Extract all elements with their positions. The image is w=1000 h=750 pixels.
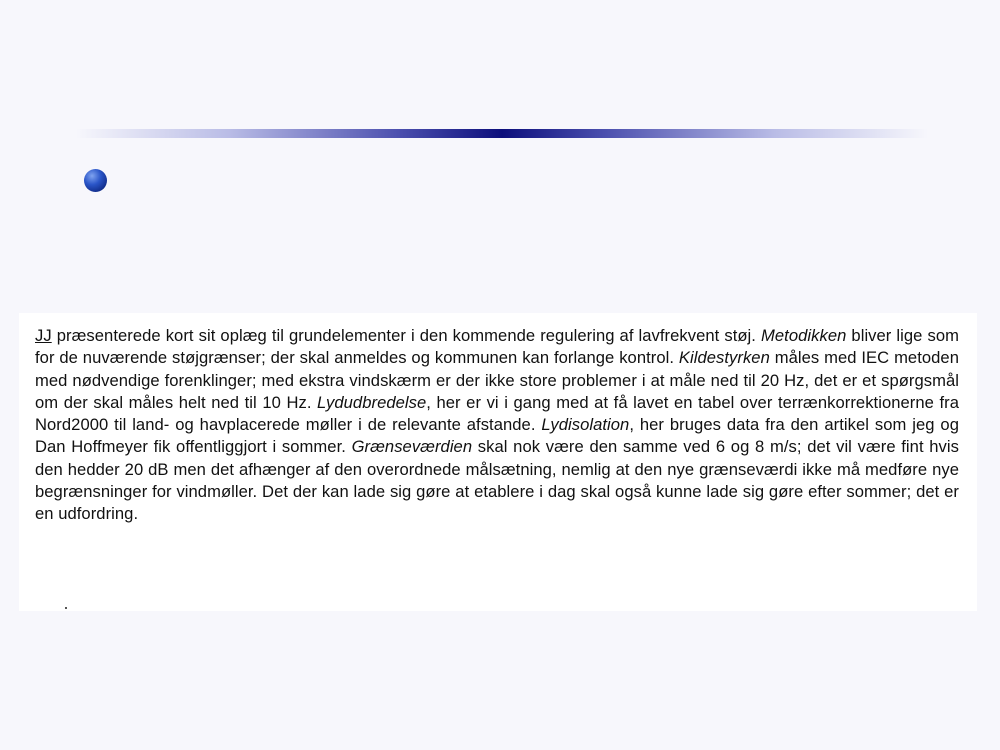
- excerpt-text-run: , her er vi i gang med at få lavet en tabel over terrænkorrektionerne fra Nord2000 til land- og havplacerede møller i de relevante afstande.: [35, 392, 959, 435]
- excerpt-keyword-metodikken: Metodikken: [761, 326, 847, 345]
- excerpt-keyword-graensevaerdien: Grænseværdien: [351, 437, 473, 457]
- excerpt-text-run: bliver lige som for de nuværende støjgrænser; der skal anmeldes og kommunen kan forlange kontrol.: [35, 326, 960, 368]
- excerpt-keyword-kildestyrken: Kildestyrken: [678, 348, 770, 368]
- excerpt-text-run: måles med IEC metoden med nødvendige forenklinger; med ekstra vindskærm er der ikke store problemer i at måle ned til 20 Hz, det er et spørgsmål om der skal måles helt ned til 10 Hz.: [35, 348, 959, 412]
- excerpt-text-run: præsenterede kort sit oplæg til grundelementer i den kommende regulering af lavfrekvent støj.: [51, 326, 762, 345]
- sphere-bullet-icon: [84, 169, 107, 192]
- excerpt-text-run: skal nok være den samme ved 6 og 8 m/s; det vil være fint hvis den hedder 20 dB men det afhænger af den overordnede målsætning, nemlig at den nye grænseværdi ikke må medføre nye begrænsninger for vindmøller. Det der kan lade sig gøre at etablere i dag skal også kunne lade sig gøre efter sommer; det er en udfordring.: [35, 437, 959, 524]
- scan-speck: [65, 607, 67, 609]
- excerpt-keyword-lydisolation: Lydisolation: [541, 415, 630, 435]
- excerpt-paragraph: [35, 325, 959, 526]
- excerpt-keyword-lydudbredelse: Lydudbredelse: [317, 392, 427, 412]
- excerpt-text-run: , her bruges data fra den artikel som jeg og Dan Hoffmeyer fik offentliggjort i sommer.: [35, 415, 959, 457]
- excerpt-initials: JJ: [35, 326, 52, 345]
- title-divider-rule: [76, 129, 928, 138]
- scanned-text-excerpt: [19, 313, 977, 611]
